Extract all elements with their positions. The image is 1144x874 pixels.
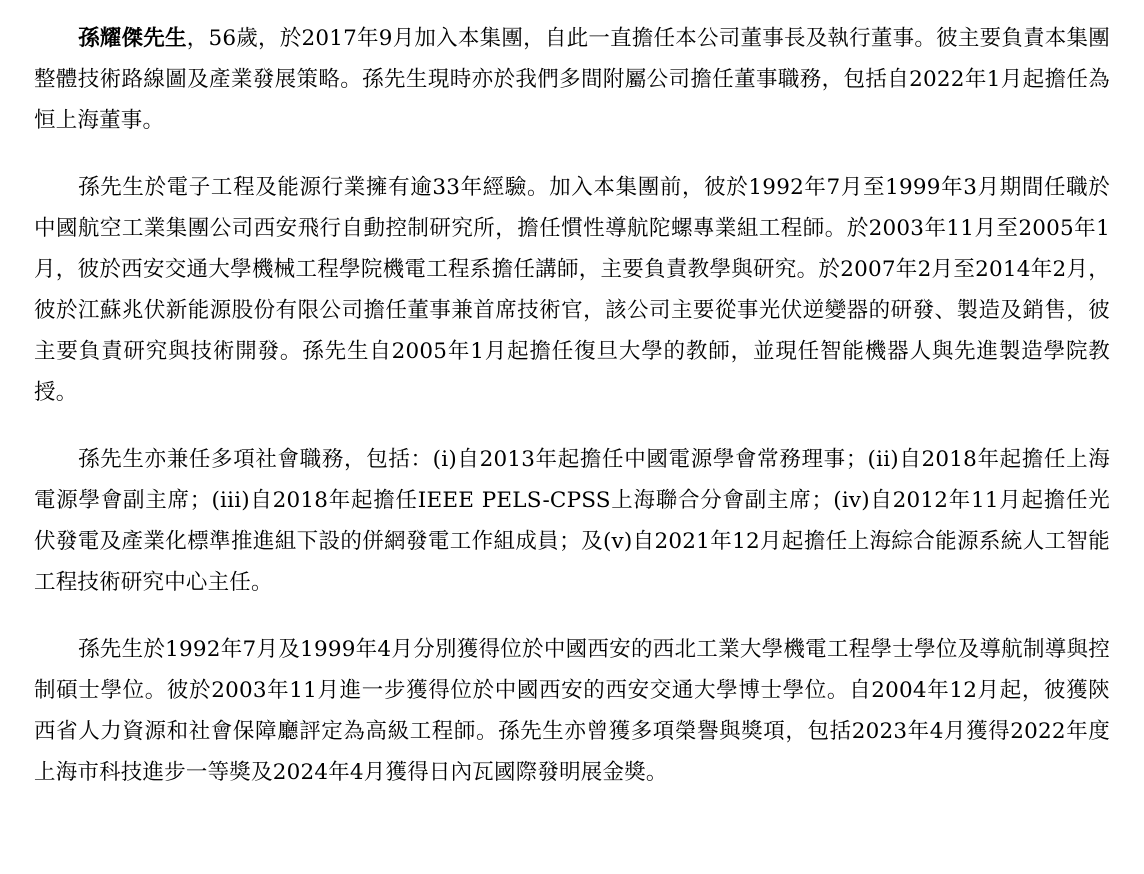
paragraph-text: 孫先生亦兼任多項社會職務，包括：(i)自2013年起擔任中國電源學會常務理事；(ii)自2018年起擔任上海電源學會副主席；(iii)自2018年起擔任IEEE PELS-CPSS上海聯合分會副主席；(iv)自2012年11月起擔任光伏發電及產業化標準推進組下設的併網發電工作組成員；及(v)自2021年12月起擔任上海綜合能源系統人工智能工程技術研究中心主任。 bbox=[34, 447, 1110, 595]
paragraph-text: 孫先生於1992年7月及1999年4月分別獲得位於中國西安的西北工業大學機電工程學士學位及導航制導與控制碩士學位。彼於2003年11月進一步獲得位於中國西安的西安交通大學博士學位。自2004年12月起，彼獲陝西省人力資源和社會保障廳評定為高級工程師。孫先生亦曾獲多項榮譽與獎項，包括2023年4月獲得2022年度上海市科技進步一等獎及2024年4月獲得日內瓦國際發明展金獎。 bbox=[34, 637, 1110, 785]
paragraph-text: 孫先生於電子工程及能源行業擁有逾33年經驗。加入本集團前，彼於1992年7月至1999年3月期間任職於中國航空工業集團公司西安飛行自動控制研究所，擔任慣性導航陀螺專業組工程師。於2003年11月至2005年1月，彼於西安交通大學機械工程學院機電工程系擔任講師，主要負責教學與研究。於2007年2月至2014年2月，彼於江蘇兆伏新能源股份有限公司擔任董事兼首席技術官，該公司主要從事光伏逆變器的研發、製造及銷售，彼主要負責研究與技術開發。孫先生自2005年1月起擔任復旦大學的教師，並現任智能機器人與先進製造學院教授。 bbox=[34, 175, 1110, 405]
person-name-bold: 孫耀傑先生 bbox=[78, 26, 187, 51]
biography-paragraph-2 bbox=[34, 167, 1110, 413]
paragraph-text: ，56歲，於2017年9月加入本集團，自此一直擔任本公司董事長及執行董事。彼主要負責本集團整體技術路線圖及產業發展策略。孫先生現時亦於我們多間附屬公司擔任董事職務，包括自2022年1月起擔任為恒上海董事。 bbox=[34, 26, 1110, 133]
biography-paragraph-3 bbox=[34, 439, 1110, 603]
biography-paragraph-1 bbox=[34, 18, 1110, 141]
biography-paragraph-4 bbox=[34, 629, 1110, 793]
